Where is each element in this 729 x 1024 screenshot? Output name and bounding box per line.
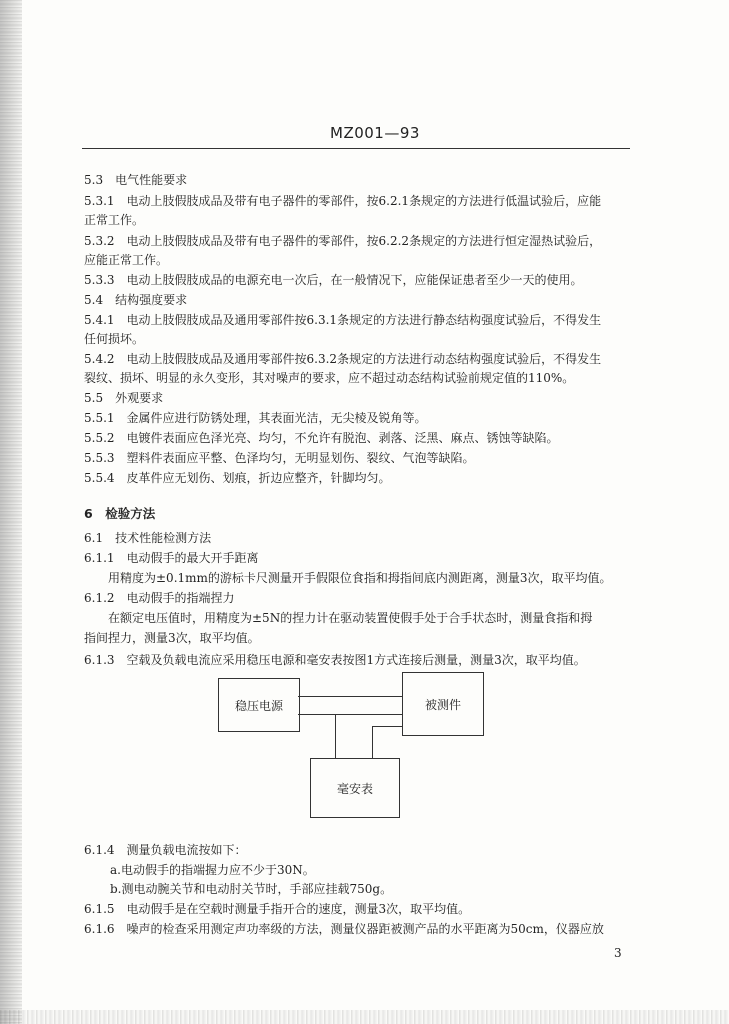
clause-6-1-4-a: a.电动假手的指端握力应不少于30N。	[110, 863, 315, 877]
clause-5-5-3: 5.5.3 塑料件表面应平整、色泽均匀，无明显划伤、裂纹、气泡等缺陷。	[84, 451, 475, 465]
ammeter-label: 毫安表	[336, 781, 373, 796]
wire-return	[372, 726, 402, 727]
clause-5-4-2-line1: 5.4.2 电动上肢假肢成品及通用零部件按6.3.2条规定的方法进行动态结构强度试验后，不得发生	[84, 352, 602, 366]
clause-5-4-title: 5.4 结构强度要求	[84, 293, 188, 307]
clause-6-1-5: 6.1.5 电动假手是在空载时测量手指开合的速度，测量3次，取平均值。	[84, 902, 471, 916]
wire-middle	[298, 714, 402, 715]
clause-5-3-2-line2: 应能正常工作。	[84, 253, 169, 267]
clause-6-1-title: 6.1 技术性能检测方法	[84, 531, 212, 545]
clause-5-3-3: 5.3.3 电动上肢假肢成品的电源充电一次后，在一般情况下，应能保证患者至少一天的使用。	[84, 273, 583, 287]
clause-6-1-4-title: 6.1.4 测量负载电流按如下：	[84, 843, 247, 857]
clause-5-5-1: 5.5.1 金属件应进行防锈处理，其表面光洁，无尖棱及锐角等。	[84, 411, 427, 425]
scan-bottom-noise	[0, 1010, 729, 1024]
wire-to-ammeter-left	[335, 714, 336, 758]
wire-to-ammeter-right	[372, 726, 373, 758]
clause-5-3-1-line2: 正常工作。	[84, 213, 145, 227]
clause-5-4-1-line1: 5.4.1 电动上肢假肢成品及通用零部件按6.3.1条规定的方法进行静态结构强度试验后，不得发生	[84, 313, 602, 327]
standard-code: MZ001—93	[330, 124, 420, 142]
clause-6-1-6: 6.1.6 噪声的检查采用测定声功率级的方法，测量仪器距被测产品的水平距离为50cm，仪器应放	[84, 922, 604, 936]
clause-5-3-1-line1: 5.3.1 电动上肢假肢成品及带有电子器件的零部件，按6.2.1条规定的方法进行低温试验后，应能	[84, 194, 602, 208]
clause-5-4-1-line2: 任何损坏。	[84, 332, 145, 346]
clause-5-5-2: 5.5.2 电镀件表面应色泽光亮、均匀，不允许有脱泡、剥落、泛黑、麻点、锈蚀等缺陷。	[84, 431, 559, 445]
clause-6-1-2-title: 6.1.2 电动假手的指端捏力	[84, 591, 235, 605]
clause-5-3-title: 5.3 电气性能要求	[84, 173, 188, 187]
scan-edge-noise	[0, 0, 22, 1024]
ammeter-box	[310, 758, 400, 818]
power-supply-label: 稳压电源	[234, 698, 283, 713]
clause-5-5-4: 5.5.4 皮革件应无划伤、划痕，折边应整齐，针脚均匀。	[84, 471, 391, 485]
clause-6-1-1-body: 用精度为±0.1mm的游标卡尺测量开手假限位食指和拇指间底内测距离，测量3次，取平均值。	[108, 571, 612, 585]
clause-6-1-1-title: 6.1.1 电动假手的最大开手距离	[84, 551, 259, 565]
power-supply-box	[218, 678, 300, 732]
clause-6-1-2-line2: 指间捏力，测量3次，取平均值。	[84, 631, 260, 645]
page-number: 3	[614, 946, 622, 960]
test-piece-box	[402, 672, 484, 736]
header-rule	[82, 148, 630, 149]
wire-top	[298, 696, 402, 697]
clause-6-1-3: 6.1.3 空载及负载电流应采用稳压电源和毫安表按图1方式连接后测量，测量3次，取平均值。	[84, 653, 586, 667]
test-piece-label: 被测件	[424, 697, 461, 712]
section-6-heading: 6 检验方法	[84, 506, 156, 521]
clause-6-1-4-b: b.测电动腕关节和电动肘关节时，手部应挂载750g。	[110, 882, 393, 896]
clause-5-4-2-line2: 裂纹、损坏、明显的永久变形，其对噪声的要求，应不超过动态结构试验前规定值的110%。	[84, 371, 575, 385]
clause-5-3-2-line1: 5.3.2 电动上肢假肢成品及带有电子器件的零部件，按6.2.2条规定的方法进行恒定湿热试验后，	[84, 234, 602, 248]
clause-5-5-title: 5.5 外观要求	[84, 391, 164, 405]
clause-6-1-2-line1: 在额定电压值时，用精度为±5N的捏力计在驱动装置使假手处于合手状态时，测量食指和拇	[108, 611, 593, 625]
